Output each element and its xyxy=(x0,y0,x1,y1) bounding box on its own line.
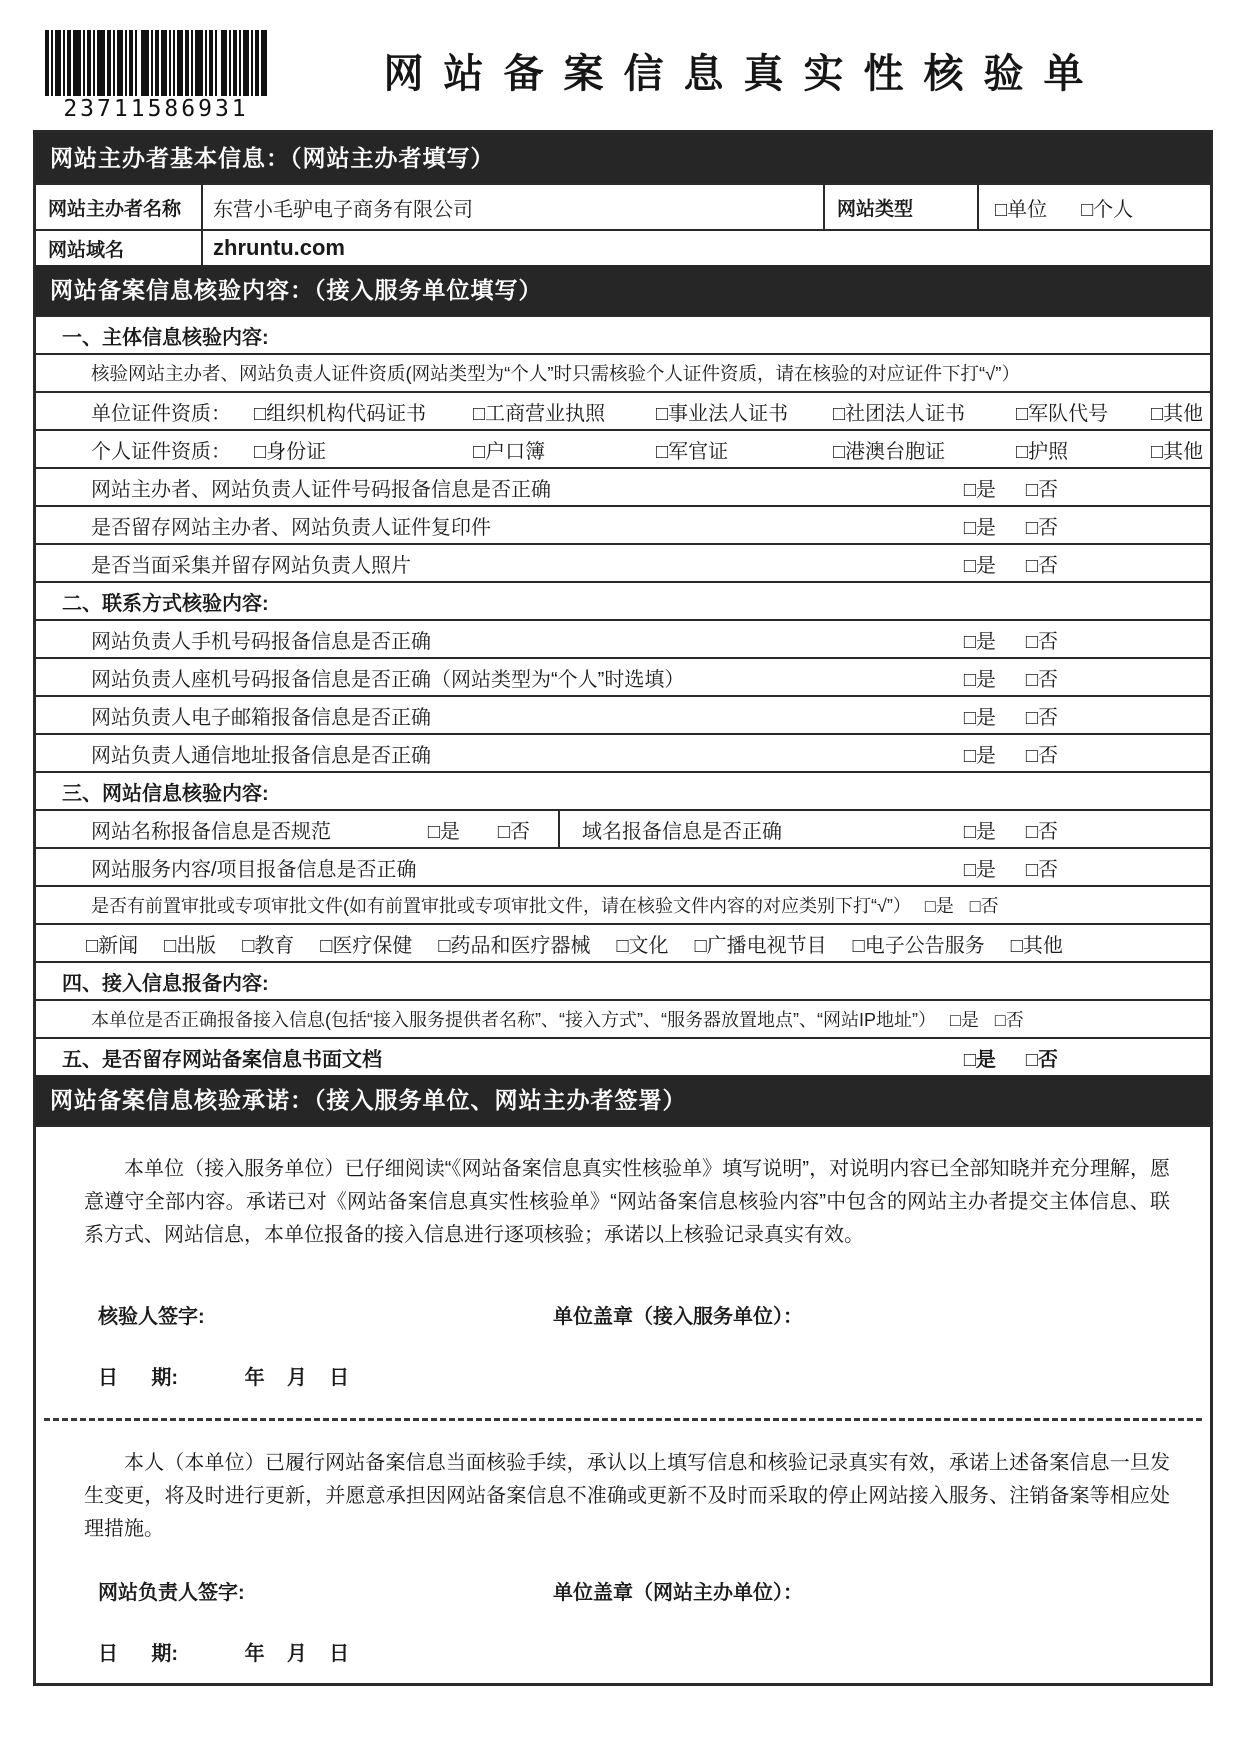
personal-cert-label: 个人证件资质： xyxy=(91,440,231,463)
checkbox-site-type-unit[interactable]: □单位 xyxy=(995,198,1048,221)
checkbox-passport[interactable]: □护照 xyxy=(1016,440,1069,463)
yes-no-options xyxy=(428,815,530,844)
row-landline-check xyxy=(36,657,1210,695)
section-header-basic-info: 网站主办者基本信息：（网站主办者填写） xyxy=(36,133,1210,183)
checkbox-household-register[interactable]: □户口簿 xyxy=(473,440,546,463)
yes-no-options xyxy=(964,701,1058,730)
yes-no-options xyxy=(964,815,1058,844)
question-text: 域名报备信息是否正确 xyxy=(582,820,782,843)
row-photo-check xyxy=(36,543,1210,581)
checkbox-yes[interactable]: □是 xyxy=(963,554,996,577)
yes-no-options xyxy=(964,549,1058,578)
checkbox-hk-macao-taiwan-cert[interactable]: □港澳台胞证 xyxy=(833,440,946,463)
site-type-options xyxy=(977,185,1210,229)
yes-no-options xyxy=(964,853,1058,882)
signature-row-site-manager xyxy=(36,1576,1210,1605)
row-unit-certs xyxy=(36,391,1210,429)
verifier-signature-label: 核验人签字: xyxy=(98,1306,205,1328)
yes-no-options xyxy=(964,663,1058,692)
site-type-label: 网站类型 xyxy=(823,185,977,229)
checkbox-yes[interactable]: □是 xyxy=(949,1010,979,1030)
row-personal-certs xyxy=(36,429,1210,467)
checkbox-yes[interactable]: □是 xyxy=(963,478,996,501)
site-domain-field[interactable]: zhruntu.com xyxy=(201,231,1210,265)
row-approval-check xyxy=(36,885,1210,923)
checkbox-no[interactable]: □否 xyxy=(1025,630,1058,653)
signature-row-verifier xyxy=(36,1300,1210,1329)
checkbox-military-code[interactable]: □军队代号 xyxy=(1016,402,1109,425)
checkbox-yes[interactable]: □是 xyxy=(963,516,996,539)
checkbox-radio-tv[interactable]: □广播电视节目 xyxy=(694,934,827,957)
checkbox-personal-cert-other[interactable]: □其他 xyxy=(1151,440,1204,463)
row-service-content-check xyxy=(36,847,1210,885)
question-text: 网站负责人手机号码报备信息是否正确 xyxy=(91,630,431,653)
row-approval-categories xyxy=(36,923,1210,961)
pledge-section xyxy=(36,1125,1210,1683)
row-address-check xyxy=(36,733,1210,771)
row-mobile-check xyxy=(36,619,1210,657)
checkbox-no[interactable]: □否 xyxy=(1025,668,1058,691)
row-email-check xyxy=(36,695,1210,733)
checkbox-id-card[interactable]: □身份证 xyxy=(254,440,327,463)
question-text: 是否有前置审批或专项审批文件(如有前置审批或专项审批文件，请在核验文件内容的对应类别下打“√”） xyxy=(91,896,911,916)
question-text: 网站负责人电子邮箱报备信息是否正确 xyxy=(91,706,431,729)
row-part1-title xyxy=(36,315,1210,353)
isp-seal-label: 单位盖章（接入服务单位）： xyxy=(553,1306,803,1328)
part1-title: 一、主体信息核验内容: xyxy=(62,326,269,349)
organizer-name-label: 网站主办者名称 xyxy=(48,198,182,220)
question-text: 是否留存网站主办者、网站负责人证件复印件 xyxy=(91,516,491,539)
checkbox-business-license[interactable]: □工商营业执照 xyxy=(473,402,606,425)
question-text: 网站负责人座机号码报备信息是否正确（网站类型为“个人”时选填） xyxy=(91,668,685,691)
organizer-seal-label: 单位盖章（网站主办单位）： xyxy=(553,1582,803,1604)
part1-note: 核验网站主办者、网站负责人证件资质(网站类型为“个人”时只需核验个人证件资质，请在核验的对应证件下打“√”） xyxy=(91,363,1020,384)
checkbox-no[interactable]: □否 xyxy=(1025,706,1058,729)
part3-title: 三、网站信息核验内容: xyxy=(62,782,269,805)
yes-no-options xyxy=(964,1043,1058,1072)
question-text: 是否当面采集并留存网站负责人照片 xyxy=(91,554,411,577)
question-text: 网站服务内容/项目报备信息是否正确 xyxy=(91,858,417,881)
row-cert-copy-check xyxy=(36,505,1210,543)
row-organizer-name xyxy=(36,183,1210,229)
checkbox-education[interactable]: □教育 xyxy=(242,934,295,957)
checkbox-yes[interactable]: □是 xyxy=(963,630,996,653)
section-header-pledge: 网站备案信息核验承诺：（接入服务单位、网站主办者签署） xyxy=(36,1075,1210,1125)
date-line-isp: 日 期: 年 月 日 xyxy=(98,1367,350,1389)
checkbox-no[interactable]: □否 xyxy=(1025,478,1058,501)
pledge-paragraph-isp: 本单位（接入服务单位）已仔细阅读“《网站备案信息真实性核验单》填写说明”，对说明内容已全部知晓并充分理解，愿意遵守全部内容。承诺已对《网站备案信息真实性核验单》“网站备案信息核验内容”中包含的网站主办者提交主体信息、联系方式、网站信息，本单位报备的接入信息进行逐项核验；承诺以上核验记录真实有效。 xyxy=(84,1158,1170,1246)
checkbox-yes[interactable]: □是 xyxy=(963,668,996,691)
verification-form xyxy=(33,130,1213,1686)
question-text: 本单位是否正确报备接入信息(包括“接入服务提供者名称”、“接入方式”、“服务器放置地点”、“网站IP地址”） xyxy=(91,1010,936,1030)
question-text: 网站负责人通信地址报备信息是否正确 xyxy=(91,744,431,767)
sitename-check-cell xyxy=(36,811,560,847)
checkbox-yes[interactable]: □是 xyxy=(963,820,996,843)
part2-title: 二、联系方式核验内容: xyxy=(62,592,269,615)
row-part2-title xyxy=(36,581,1210,619)
checkbox-yes[interactable]: □是 xyxy=(963,744,996,767)
checkbox-site-type-personal[interactable]: □个人 xyxy=(1081,198,1134,221)
checkbox-no[interactable]: □否 xyxy=(1025,1048,1058,1071)
checkbox-yes[interactable]: □是 xyxy=(427,820,460,843)
checkbox-no[interactable]: □否 xyxy=(1025,516,1058,539)
section-header-verify-content: 网站备案信息核验内容：（接入服务单位填写） xyxy=(36,265,1210,315)
organizer-name-field[interactable]: 东营小毛驴电子商务有限公司 xyxy=(201,185,823,229)
checkbox-yes[interactable]: □是 xyxy=(963,1048,996,1071)
site-manager-signature-label: 网站负责人签字: xyxy=(98,1582,245,1604)
page-header xyxy=(45,28,1207,128)
pledge-paragraph-organizer: 本人（本单位）已履行网站备案信息当面核验手续，承认以上填写信息和核验记录真实有效，承诺上述备案信息一旦发生变更，将及时进行更新，并愿意承担因网站备案信息不准确或更新不及时而采取的停止网站接入服务、注销备案等相应处理措施。 xyxy=(84,1452,1170,1540)
checkbox-yes[interactable]: □是 xyxy=(963,858,996,881)
part4-title: 四、接入信息报备内容: xyxy=(62,972,269,995)
yes-no-options xyxy=(964,473,1058,502)
yes-no-options xyxy=(964,739,1058,768)
row-access-info-check xyxy=(36,999,1210,1037)
checkbox-no[interactable]: □否 xyxy=(969,896,999,916)
row-site-domain xyxy=(36,229,1210,265)
row-cert-number-check xyxy=(36,467,1210,505)
checkbox-drugs-medical-devices[interactable]: □药品和医疗器械 xyxy=(438,934,591,957)
checkbox-publishing[interactable]: □出版 xyxy=(164,934,217,957)
question-text: 网站名称报备信息是否规范 xyxy=(91,820,331,843)
checkbox-yes[interactable]: □是 xyxy=(963,706,996,729)
checkbox-ebbs-service[interactable]: □电子公告服务 xyxy=(852,934,985,957)
site-domain-label: 网站域名 xyxy=(48,239,125,261)
checkbox-unit-cert-other[interactable]: □其他 xyxy=(1151,402,1204,425)
checkbox-yes[interactable]: □是 xyxy=(924,896,954,916)
checkbox-healthcare[interactable]: □医疗保健 xyxy=(320,934,413,957)
checkbox-institution-cert[interactable]: □事业法人证书 xyxy=(656,402,789,425)
yes-no-options xyxy=(964,625,1058,654)
checkbox-no[interactable]: □否 xyxy=(994,1010,1024,1030)
row-part1-note xyxy=(36,353,1210,391)
barcode-number: 23711586931 xyxy=(63,96,249,122)
cut-line-divider xyxy=(44,1418,1202,1421)
part5-title: 五、是否留存网站备案信息书面文档 xyxy=(62,1048,382,1071)
checkbox-culture[interactable]: □文化 xyxy=(616,934,669,957)
row-part4-title xyxy=(36,961,1210,999)
row-sitename-domain-check xyxy=(36,809,1210,847)
domain-check-cell xyxy=(560,811,1210,847)
row-part5-written-doc-check xyxy=(36,1037,1210,1075)
row-part3-title xyxy=(36,771,1210,809)
checkbox-no[interactable]: □否 xyxy=(1025,820,1058,843)
checkbox-no[interactable]: □否 xyxy=(1025,554,1058,577)
checkbox-association-cert[interactable]: □社团法人证书 xyxy=(833,402,966,425)
yes-no-options xyxy=(950,1006,1024,1032)
unit-cert-label: 单位证件资质： xyxy=(91,402,231,425)
checkbox-officer-cert[interactable]: □军官证 xyxy=(656,440,729,463)
checkbox-org-code-cert[interactable]: □组织机构代码证书 xyxy=(254,402,427,425)
date-line-organizer: 日 期: 年 月 日 xyxy=(98,1643,350,1665)
yes-no-options xyxy=(964,511,1058,540)
checkbox-no[interactable]: □否 xyxy=(497,820,530,843)
barcode-block xyxy=(45,30,267,122)
checkbox-no[interactable]: □否 xyxy=(1025,858,1058,881)
yes-no-options xyxy=(925,892,999,918)
checkbox-news[interactable]: □新闻 xyxy=(86,934,139,957)
page-title: 网站备案信息真实性核验单 xyxy=(383,52,1104,96)
checkbox-no[interactable]: □否 xyxy=(1025,744,1058,767)
checkbox-category-other[interactable]: □其他 xyxy=(1010,934,1063,957)
barcode-image xyxy=(45,30,267,96)
question-text: 网站主办者、网站负责人证件号码报备信息是否正确 xyxy=(91,478,551,501)
